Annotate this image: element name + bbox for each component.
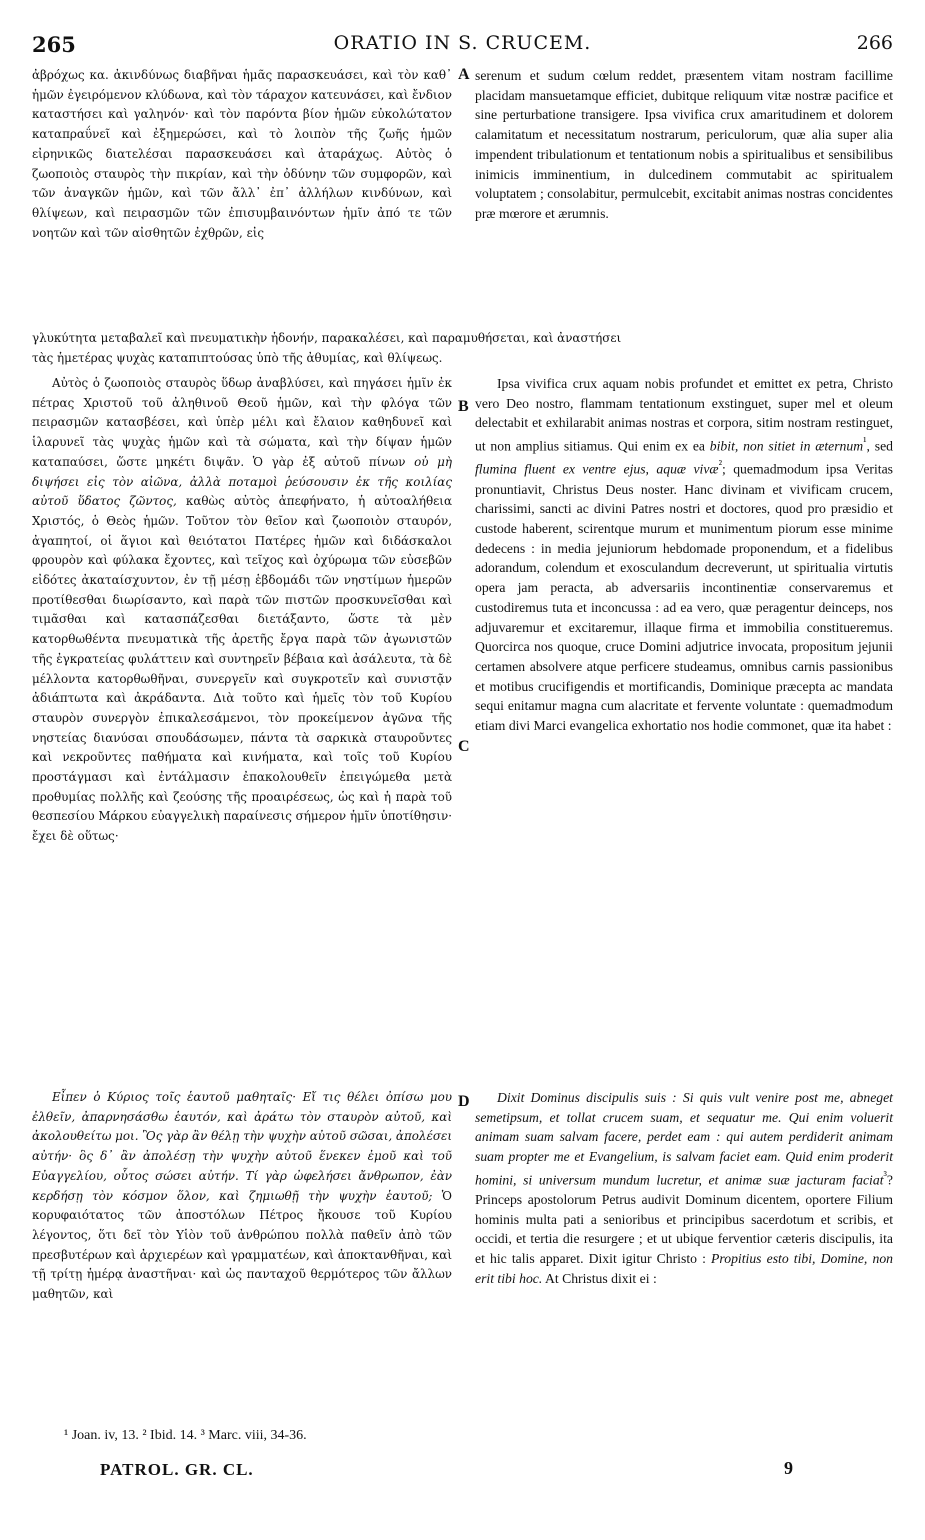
- margin-marker-d: D: [458, 1093, 470, 1110]
- greek-column-section-2: [32, 374, 452, 847]
- greek-column-section-1: ἀβρόχως κα. ἀκινδύνως διαβῆναι ἡμᾶς παρασκευάσει, καὶ τὸν καθ᾽ ἡμῶν ἐγειρόμενον κλύδωνα, καὶ τὸν τάραχον κατευνάσει, καὶ ἔνδιον καταστήσει καὶ γαληνόν· καὶ τὸν παρόντα βίον ἡμῶν εὐκολώτατον καταπραΰνεῖ καὶ ἐξημερώσει, καὶ τὸ λοιπὸν τῆς ζωῆς ἡμῶν εἰρηνικῶς διατελέσαι παρασκευάσει καὶ ἀταράχως. Αὐτὸς ὁ ζωοποιὸς σταυρὸς τὴν πικρίαν, καὶ τὴν ὀδύνην τῶν συμφορῶν, καὶ τῶν ἀναγκῶν ἡμῶν, καὶ τῶν ἄλλ᾽ ἐπ᾽ ἀλλήλων κινδύνων, καὶ θλίψεων, καὶ πειρασμῶν τῶν ἐπισυμβαινόντων ἡμῖν ἀπό τε τῶν νοητῶν καὶ τῶν αἰσθητῶν ἐχθρῶν, εἰς: [32, 68, 452, 240]
- greek-scripture-quote: οὐ μὴ διψήσει εἰς τὸν αἰῶνα, ἀλλὰ ποταμοὶ ῥεύσουσιν ἐκ τῆς κοιλίας αὐτοῦ ὕδατος ζῶντος,: [32, 454, 452, 509]
- greek-column-section-3: [32, 1088, 452, 1305]
- latin-text-3b: At Christus dixit ei :: [544, 1270, 657, 1286]
- greek-text-3: Ὁ κορυφαιότατος τῶν ἀποστόλων Πέτρος ἤκουσε τοῦ Κυρίου λέγοντος, ὅτι δεῖ τὸν Υἱὸν τοῦ ἀνθρώπου πολλὰ παθεῖν ἀπὸ τῶν πρεσβυτέρων καὶ ἀρχιερέων καὶ γραμματέων, καὶ ἀποκτανθῆναι, καὶ τῇ τρίτῃ ἡμέρᾳ ἀναστῆναι· καὶ ὡς πανταχοῦ θερμότερος τῶν ἄλλων μαθητῶν, καὶ: [32, 1188, 453, 1302]
- greek-span-line-2: τὰς ἡμετέρας ψυχὰς καταπιπτούσας ὑπὸ τῆς ἀθυμίας, καὶ θλίψεως.: [32, 351, 443, 365]
- latin-scripture-quote-1: bibit, non sitiet in æternum: [709, 438, 864, 454]
- margin-marker-c: C: [458, 738, 470, 755]
- latin-column-section-2: [475, 374, 893, 736]
- footnote-ref-3: ³: [883, 1169, 887, 1182]
- latin-column-section-1: serenum et sudum cœlum reddet, præsentem vitam nostram facillime placidam mansuetamque efficiet, dubitque reliquum vitæ nostræ pacifice et sine perturbatione transigere. Ipsa vivifica crux amaritudinem et dolorem calamitatum et necessitatum nostrarum, periculorum, quæ alia super alia impendent tribulationum et tentationum nobis a spiritualibus et sensibilibus inimicis imminentium, in dulcedinem commutabit ac spiritualem voluptatem ; consolabitur, permulcebit, excitabit animas nostras concidentes præ mœrore et ærumnis.: [475, 68, 893, 221]
- page-number-right: 266: [856, 32, 893, 54]
- greek-span-line-1: γλυκύτητα μεταβαλεῖ καὶ πνευματικὴν ἡδονήν, παρακαλέσει, καὶ παραμυθήσεται, καὶ ἀναστήσει: [32, 331, 622, 345]
- latin-column-section-3: [475, 1088, 893, 1289]
- latin-scripture-quote-2: flumina fluent ex ventre ejus, aquæ vivæ: [475, 461, 719, 477]
- margin-marker-b: B: [458, 398, 469, 415]
- latin-text-2b: , sed: [866, 438, 893, 454]
- latin-quote-peter: Propitius esto tibi, Domine, non erit tibi hoc.: [475, 1251, 894, 1286]
- page-header: [32, 32, 893, 62]
- latin-question-mark: ?: [886, 1172, 893, 1188]
- running-title: ORATIO IN S. CRUCEM.: [333, 32, 592, 54]
- latin-text-2a: Ipsa vivifica crux aquam nobis profundet et emittet ex petra, Christo vero Deo nostro, flammam tentationum exstinguet, super mel et oleum delectabit et exhilarabit animas nostras et corpora, sitim nostram restinguet, ut non amplius sitiamus. Qui enim ex ea: [475, 376, 893, 454]
- greek-text-2b: καθὼς αὐτὸς ἀπεφήνατο, ἡ αὐτοαλήθεια Χριστός, ὁ Θεὸς ἡμῶν. Τοῦτον τὸν θεῖον καὶ ζωοποιὸν σταυρόν, ἀγαπητοί, οἱ ἅγιοι καὶ θειότατοι Πατέρες ἡμῶν καὶ διδάσκαλοι φρουρὸν καὶ φύλακα ἔχοντες, καὶ τεῖχος καὶ ὀχύρωμα τῶν εὐσεβῶν εἰδότες ἀκαταίσχυντον, ἐν τῇ μέσῃ ἑβδομάδι τῶν νηστίμων ἡμερῶν προτίθεσθαι διωρίσαντο, καὶ παρὰ τῶν πιστῶν προσκυνεῖσθαι καὶ τιμᾶσθαι καὶ κατασπάζεσθαι διετάξαντο, ὥστε τὰ μὲν κατορθωθέντα πνευματικὰ τῆς ἀρετῆς ἔργα παρὰ τῶν ἀγωνιστῶν τῆς ἐγκρατείας φυλάττειν καὶ συντηρεῖν βέβαια καὶ ἀσάλευτα, τὰ δὲ μέλλοντα κατορθωθῆναι, συνεργεῖν καὶ συγκροτεῖν καὶ συνιστᾷν ἀδιάπτωτα καὶ ἀκράδαντα. Διὰ τοῦτο καὶ ἡμεῖς τὸν τοῦ Κυρίου σταυρὸν συνεργὸν ἐπικαλεσάμενοι, τὸν προκείμενον ἀγῶνα τῆς νηστείας διανύσαι σπουδάσωμεν, πάντα τὰ σαρκικὰ σταυροῦντες καὶ νεκροῦντες παθήματα καὶ κινήματα, καὶ τοῖς τοῦ Κυρίου προστάγμασι καὶ ἐντάλμασιν ἐπακολουθεῖν ἐπειγώμεθα μετὰ προθυμίας πολλῆς καὶ ζεούσης τῆς προαιρέσεως, ὡς καὶ ἡ παρὰ τοῦ θεσπεσίου Μάρκου εὐαγγελικὴ παραίνεσις σήμερον ἡμῖν ὑποτίθησιν· ἔχει δὲ οὕτως·: [32, 494, 452, 844]
- latin-gospel-quote: Dixit Dominus discipulis suis : Si quis vult venire post me, abneget semetipsum, et tollat crucem suam, et sequatur me. Qui enim voluerit animam suam salvam facere, perdet eam : qui autem perdiderit animam suam propter me et Evangelium, is salvam faciet eam. Quid enim proderit homini, si universum mundum lucretur, et animæ suæ jacturam faciat: [475, 1090, 893, 1188]
- latin-text-2c: ; quemadmodum ipsa Veritas pronuntiavit, Christus Deus noster. Hanc divinam et vivificam crucem, charissimi, sancti ac divini Patres nostri et doctores, quod pro præsidio et custode haberent, scirentque murum et munimentum piorum esse minime dedecens : in media jejuniorum hebdomade proponendum, et a fidelibus adorandum, colendum et exosculandum decreverunt, ut spiritualia virtutis opera jam peracta, ab adversariis incontinentiæ conservaremus et custodiremus tuta et inconcussa : ad ea vero, quæ peragentur deinceps, nos adjuvaremur et excitaremur, illaque firma et immobilia constitueremus. Quorcirca nos quoque, cruce Domini adjutrice invocata, propositum jejunii certamen absolvere atque perficere studeamus, omnibus carnis passionibus et motibus crucifigendis et mortificandis, Dominique præcepta ac mandata sequi enitamur magna cum alacritate et fervente voluntate : quemadmodum etiam divi Marci evangelica exhortatio nos hodie commonet, quæ ita habet :: [475, 461, 893, 734]
- greek-text-2a: Αὐτὸς ὁ ζωοποιὸς σταυρὸς ὕδωρ ἀναβλύσει, καὶ πηγάσει ἡμῖν ἐκ πέτρας Χριστοῦ τοῦ ἀληθινοῦ Θεοῦ ἡμῶν, καὶ τὴν φλόγα τῶν πειρασμῶν κατασβέσει, καὶ ὑπὲρ μέλι καὶ ἔλαιον καθηδυνεῖ καὶ ἱλαρυνεῖ τὰς ψυχὰς ἡμῶν καὶ τὰ σώματα, καὶ τὴν δίψαν ἡμῶν καταπαύσει, ὥστε μηκέτι διψᾶν. Ὁ γὰρ ἐξ αὐτοῦ πίνων: [32, 376, 452, 469]
- footnote-ref-1: ¹: [863, 436, 867, 449]
- gathering-number: 9: [784, 1458, 793, 1478]
- series-signature: PATROL. GR. CL.: [100, 1460, 254, 1479]
- footnotes: ¹ Joan. iv, 13. ² Ibid. 14. ³ Marc. viii, 34-36.: [64, 1428, 307, 1443]
- margin-marker-a: A: [458, 66, 470, 83]
- latin-text-3a: Princeps apostolorum Petrus audivit Dominum dicentem, oportere Filium hominis multa pati a senioribus et principibus sacerdotum et scribis, et occidi, et tertia die resurgere ; et ut ubique ferventior cæteris discipulis, ita et hic talis apparet. Dixit igitur Christo :: [475, 1192, 893, 1267]
- footnote-ref-2: ²: [718, 459, 722, 472]
- greek-gospel-quote: Εἶπεν ὁ Κύριος τοῖς ἑαυτοῦ μαθηταῖς· Εἴ τις θέλει ὀπίσω μου ἐλθεῖν, ἀπαρνησάσθω ἑαυτόν, καὶ ἀράτω τὸν σταυρὸν αὐτοῦ, καὶ ἀκολουθείτω μοι. Ὃς γὰρ ἂν θέλῃ τὴν ψυχὴν αὐτοῦ σῶσαι, ἀπολέσει αὐτήν· ὃς δ᾽ ἂν ἀπολέσῃ τὴν ψυχὴν αὐτοῦ ἕνεκεν ἐμοῦ καὶ τοῦ Εὐαγγελίου, οὗτος σώσει αὐτήν. Τί γὰρ ὠφελήσει ἄνθρωπον, ἐὰν κερδήσῃ τὸν κόσμον ὅλον, καὶ ζημιωθῇ τὴν ψυχὴν ἑαυτοῦ;: [32, 1090, 452, 1203]
- page-number-left: 265: [32, 32, 76, 57]
